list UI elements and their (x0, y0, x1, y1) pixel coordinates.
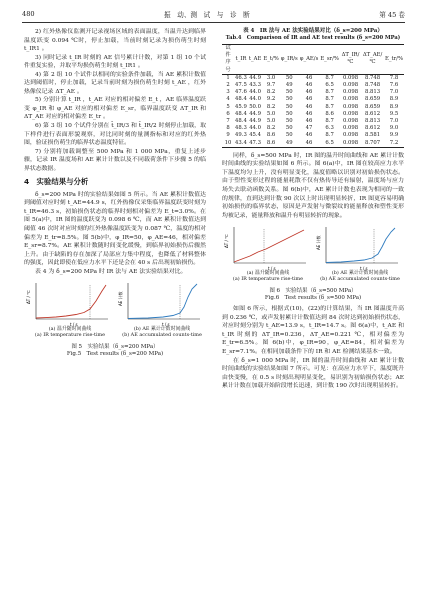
table-cell: 3 (226, 89, 230, 96)
table-4 (222, 44, 404, 148)
table-cell: 8.9 (389, 103, 399, 110)
table-cell: 5.0 (266, 110, 276, 117)
fig6a-caption-cn: (a) 温升随时间曲线 (246, 270, 290, 277)
table-cell: 48.4 (235, 96, 247, 103)
table-row (222, 96, 404, 103)
table-cell: 1 (226, 74, 230, 81)
fig6b-chart (316, 223, 402, 271)
volume-label: 第 45 卷 (379, 11, 405, 19)
table-cell: 44.9 (249, 74, 261, 81)
th-e-t: E_t/% (262, 45, 279, 75)
journal-title: 振 动、测 试 与 诊 断 (164, 11, 250, 19)
table-cell: 10 (222, 140, 234, 148)
table-cell: 8.748 (364, 74, 381, 81)
fig5b-caption (116, 327, 208, 339)
fig5a-caption (24, 327, 116, 339)
th-phi-ae: φ_AE/s (299, 45, 320, 75)
table-cell: 9.0 (389, 125, 399, 132)
fig5a-caption-cn: (a) 温升随时间曲线 (48, 326, 92, 333)
fig5b-caption-cn: (b) AE 累计计数时间曲线 (133, 326, 191, 333)
right-column (222, 28, 404, 391)
table-row (222, 140, 404, 148)
table-cell: 45.9 (235, 103, 247, 110)
fig6a-caption-en: (a) IR temperature rise-time (232, 276, 304, 283)
table-cell: 8.2 (266, 125, 276, 132)
table4-caption-cn: 表 4 IR 法与 AE 法实验结果对比（δ_s=200 MPa） (243, 28, 383, 34)
table-row (222, 125, 404, 132)
table-cell: 8.6 (262, 140, 279, 148)
fig6b-caption-en: (b) AE accumulated counts-time (320, 276, 400, 283)
table-cell: 8.748 (364, 82, 381, 89)
table-cell: 0.098 (342, 110, 359, 117)
table-cell: 6.5 (325, 82, 334, 89)
table-cell: 50 (285, 118, 293, 125)
table-cell: 46 (305, 96, 313, 103)
table4-header-row (222, 45, 404, 75)
table-cell: 44.0 (249, 125, 261, 132)
table-cell: 0.098 (340, 140, 361, 148)
fig6-caption-en: Fig.6 Test results (δ_s=500 MPa) (264, 295, 362, 302)
th-e-tr: E_tr/% (384, 45, 404, 75)
step-5: 5) 分别计算 t_IR ，t_AE 对应的相对偏差 E_t ，AE 临界温度跃变 φ_IR 和 φ_AE 对应的相对偏差 E_sr，临界温度跃变 ΔT_IR 和 ΔT_AE 对应的相对偏差 E_tr 。 (24, 97, 206, 121)
step-3: 3) 同时记录 t_IR 时刻的 AE 信号累计计数，对第 1 组 10 个试件重复实验，并取平均损伤萌生时刻 t_IR1 。 (24, 54, 206, 70)
table-cell: 50 (285, 132, 293, 139)
table-cell: 8.7 (325, 132, 334, 139)
table-cell: 8.612 (364, 125, 381, 132)
table-cell: 0.098 (342, 125, 359, 132)
table-cell: 47 (305, 125, 313, 132)
table-row (222, 118, 404, 125)
table-cell: 9.9 (389, 132, 399, 139)
results-para-2: 表 4 为 δ_s=200 MPa 时 IR 法与 AE 法实验结果对比。 (35, 268, 187, 275)
table-cell: 0.098 (342, 132, 359, 139)
figure-6 (222, 223, 404, 287)
table-cell: 8.813 (364, 118, 381, 125)
fig5-caption-cn: 图 5 实验结果（δ_s=200 MPa） (71, 344, 159, 351)
table-cell: 48.4 (235, 110, 247, 117)
fig6a-chart (224, 223, 310, 271)
table4-body (222, 74, 404, 147)
th-dt-ir: ΔT_IR/℃ (340, 45, 361, 75)
step-7: 7) 分别将加载调整至 500 MPa 和 1 000 MPa，重复上述步骤，记录 IR 温度场和 AE 累计计数以及不同载荷条件下步骤 5 的临界状态数据。 (24, 148, 206, 172)
table-row (222, 132, 404, 139)
table-cell: 0.098 (342, 103, 359, 110)
header-rule (22, 22, 405, 23)
table-cell: 48.4 (235, 118, 247, 125)
table-cell: 6.5 (319, 140, 340, 148)
table-cell: 8.612 (364, 110, 381, 117)
table-cell: 0.098 (342, 96, 359, 103)
table-cell: 0.098 (342, 89, 359, 96)
fig5b-caption-en: (b) AE accumulated counts-time (122, 332, 202, 339)
table-cell: 9.7 (266, 82, 276, 89)
table-cell: 47.3 (249, 139, 261, 146)
table-cell: 44.0 (249, 89, 261, 96)
fig6b-xlabel: t / s (360, 266, 368, 272)
fig6b-ylabel: AE 计数 (316, 235, 321, 251)
table-cell: 46 (305, 132, 313, 139)
page-number: 480 (22, 10, 35, 18)
table-cell: 46 (305, 103, 313, 110)
fig5a-ylabel: ΔT / ℃ (26, 290, 31, 305)
table-cell: 44.9 (249, 118, 261, 125)
table-cell: 50.0 (249, 103, 261, 110)
table-cell: 8.813 (364, 89, 381, 96)
table-cell: 3.0 (266, 74, 276, 81)
step-4: 4) 第 2 组 10 个试件以相同的实验条件加载，当 AE 累积计数值达到阈值时，停止加载，记录当前时刻为损伤萌生时刻 t_AE ，红外热像仪记录 ΔT_AE 。 (24, 71, 206, 95)
table-cell: 8.581 (364, 132, 381, 139)
table-cell: 50 (285, 96, 293, 103)
fig6b-caption (314, 271, 406, 283)
figure-5 (24, 279, 206, 343)
fig5a-chart (26, 279, 112, 327)
table-row (222, 104, 404, 111)
th-specimen: 试件序号 (222, 45, 234, 75)
th-t-ir: t_IR (234, 45, 248, 75)
table-cell: 50 (285, 103, 293, 110)
results-500-para: 同样，δ_s=500 MPa 时，IR 图的温升时间曲线和 AE 累计计数时间曲线的实验结果如图 6 所示。图 6(a)中，IR 图在较高应力水平下温度均匀上升，没有明显变化，温度值略以识别对初始损伤状态。由于塑性变形过程的能量耗散不仅有热传导还有辐射，温度场与应力场失去联动函数关系。图 6(b)中，AE 累计计数也表现为相同的一致的规律，直到达到计数 90 次以上时出现明显转折，IR 图更容易明确初始损伤的临界状态，原因是声发射与微裂纹的能量释放和塑性变形均被记录，能量释放和温升有明显转折的现象。 (222, 152, 404, 219)
table-cell: 9 (226, 132, 230, 139)
table-cell: 8.659 (364, 103, 381, 110)
fig5a-xlabel: t / s (70, 322, 78, 328)
table-row (222, 82, 404, 89)
table-cell: 8.9 (389, 96, 399, 103)
table-cell: 0.098 (342, 118, 359, 125)
step-6: 6) 第 3 组 10 个试件分别在 t̄_IR/3 和 t̄_IR/2 时刻停止加载，取下样件进行表面形貌观察，对比同时刻的量测指标和对应的红外热图，验证损伤萌生的临界状态温度特征。 (24, 123, 206, 147)
table-cell: 8.2 (266, 89, 276, 96)
table-cell: 8.7 (325, 89, 334, 96)
table-cell: 7 (226, 118, 230, 125)
table-cell: 49 (280, 140, 299, 148)
table-cell: 9.5 (389, 110, 399, 117)
table4-caption-en: Tab.4 Comparison of IR and AE test results (δ_s=200 MPa) (225, 35, 401, 41)
fig5a-caption-en: (a) IR temperature rise-time (34, 332, 106, 339)
table-cell: 6.3 (325, 125, 334, 132)
fig6b-caption-cn: (b) AE 累计计数时间曲线 (331, 270, 389, 277)
table-cell: 5 (226, 103, 230, 110)
th-t-ae: t_AE (248, 45, 262, 75)
table-cell: 43.3 (249, 82, 261, 89)
table-cell: 49.3 (235, 132, 247, 139)
table-cell: 7.2 (384, 140, 404, 148)
running-header (22, 8, 405, 20)
table-cell: 6 (226, 110, 230, 117)
fig6a-xlabel: t / s (268, 266, 276, 272)
table-cell: 5.0 (266, 118, 276, 125)
table-cell: 7.0 (389, 89, 399, 96)
table-cell: 2 (226, 82, 230, 89)
table-cell: 8.2 (266, 103, 276, 110)
table-cell: 44.0 (249, 96, 261, 103)
table-row (222, 111, 404, 118)
table-cell: 44.9 (249, 110, 261, 117)
table-cell: 46.3 (235, 74, 247, 81)
table-cell: 8.707 (361, 140, 384, 148)
table-cell: 47.5 (235, 82, 247, 89)
table-cell: 8 (226, 125, 230, 132)
table-cell: 7.6 (389, 82, 399, 89)
table-cell: 8.6 (266, 132, 276, 139)
th-phi-ir: φ_IR/s (280, 45, 299, 75)
table-row (222, 74, 404, 82)
fig5b-chart (118, 279, 204, 327)
table-cell: 46 (305, 118, 313, 125)
table-cell: 7.0 (389, 118, 399, 125)
table-cell: 0.098 (342, 74, 359, 81)
th-dt-ae: ΔT_AE/℃ (361, 45, 384, 75)
table-cell: 43.4 (235, 139, 247, 146)
table-cell: 50 (285, 125, 293, 132)
table-cell: 46 (305, 110, 313, 117)
fig6a-caption (222, 271, 314, 283)
fig5b-ylabel: AE 计数 (118, 291, 123, 307)
table-cell: 46 (299, 140, 320, 148)
results-1000-para: 在 δ_s=1 000 MPa 时，IR 图的温升时间曲线和 AE 累计计数时间曲线的实验结果如图 7 所示。可见：在高应力水平下，温度既升由快变慢，在 0.5 s 时刻出现明显变化，易识别为初始损伤状态；AE 累计计数在加载开始阶段增长迅速，到计数 190 次时出现明显转折。 (222, 357, 404, 390)
table-cell: 50 (285, 110, 293, 117)
section-heading: 4 实验结果与分析 (24, 177, 89, 187)
table-cell: 8.7 (325, 96, 334, 103)
table-cell: 47.6 (235, 89, 247, 96)
table-row (222, 89, 404, 96)
table-cell: 7.8 (389, 74, 399, 81)
table-cell: 8.7 (325, 74, 334, 81)
table-cell: 4 (226, 96, 230, 103)
table-cell: 46 (305, 89, 313, 96)
th-e-sr: E_sr/% (319, 45, 340, 75)
fig5-caption-en: Fig.5 Test results (δ_s=200 MPa) (66, 351, 164, 358)
table-cell: 48.3 (235, 125, 247, 132)
fig5b-xlabel: t / s (162, 322, 170, 328)
fig6-caption-cn: 图 6 实验结果（δ_s=500 MPa） (269, 288, 357, 295)
results-para-1: δ_s=200 MPa 时的实验结果如图 5 所示。当 AE 累积计数值达到阈值对应时刻 t_AE=44.9 s，红外热像仪采集临界温度跃变时刻为 t_IR=46.3 s，初始损伤状态的临界时刻相对偏差为 E_t=3.0%。在图 5(a)中，IR 图的温度跃变为 0.098 6 ℃，而 AE 累积计数值达到阈值 46 次时对应时刻的红外热像温度跃变为 0.087 ℃，温度的相对偏差为 E_tr=8.5%。图 5(b)中，φ_IR=50，φ_AE=46，相对偏差 E_sr=8.7%。AE 累积计数随时间变化缓慢，到临界初始损伤后骤然上升。由于缺陷的存在加深了局部应力集中程度，也降低了材料整体的强度，因此即使在低应力水平下还是会在 40 s 后出现初始损伤。 (24, 191, 206, 267)
table-cell: 49 (285, 82, 293, 89)
table-cell: 8.7 (325, 118, 334, 125)
table-cell: 50 (285, 89, 293, 96)
step-2: 2) 红外热像仪监测开记录视场区域的表面温度，当温升达到临界温度跃变 0.094 ℃时，停止加载，当前时刻记录为损伤萌生时刻 t_IR1 。 (24, 29, 206, 53)
table-cell: 8.7 (325, 103, 334, 110)
left-column (24, 28, 206, 358)
table-cell: 46 (305, 82, 313, 89)
table-cell: 46 (305, 74, 313, 81)
fig6a-ylabel: ΔT / ℃ (224, 234, 229, 249)
table-cell: 45.4 (249, 132, 261, 139)
table-cell: 8.6 (325, 110, 334, 117)
table-cell: 50 (285, 74, 293, 81)
table-cell: 9.2 (266, 96, 276, 103)
fig6-analysis-para: 如图 6 所示，根据式(10)，(22)的计算结果，当 IR 图温度升高到 0.236 ℃，或声发射累计计数值达到 84 次时达到初始损伤状态，对应时刻分别为 t_AE=13.9 s，t_IR=14.7 s。图 6(a)中，t_AE 和 t_IR 时刻的 ΔT_IR=0.236，ΔT_AE=0.221 ℃，相对偏差为 E_tr=6.5%。图 6(b)中，φ_IR=90，φ_AE=84，相对偏差为 E_sr=7.1%。在相同加载条件下的 IR 和 AE 检测结果基本一致。 (222, 306, 404, 355)
table-cell: 0.098 (342, 82, 359, 89)
table-cell: 8.659 (364, 96, 381, 103)
